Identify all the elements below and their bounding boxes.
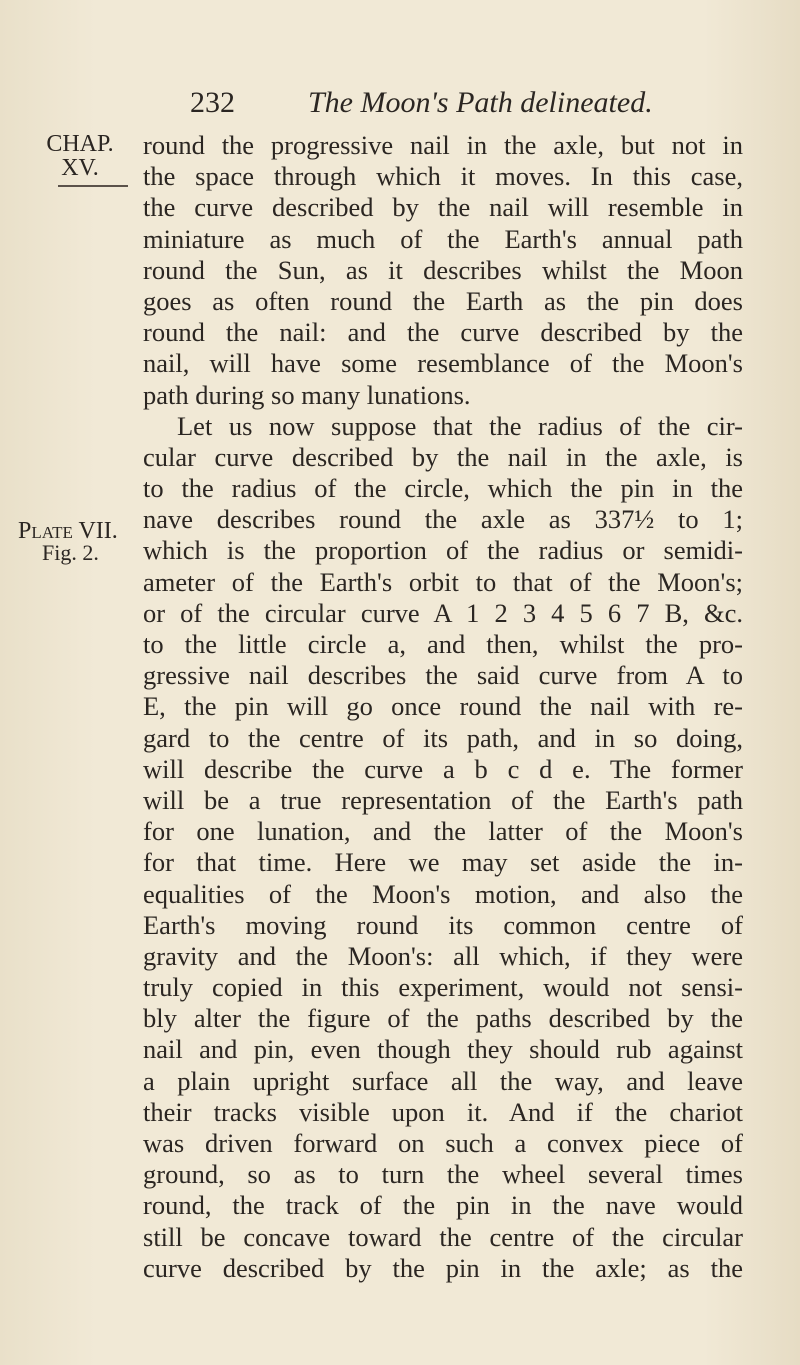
text-line: still be concave toward the centre of the circular	[143, 1221, 743, 1252]
text-line: E, the pin will go once round the nail with re-	[143, 691, 743, 722]
text-line: a plain upright surface all the way, and leave	[143, 1065, 743, 1096]
text-line: round the progressive nail in the axle, but not in	[143, 130, 743, 160]
text-line: the curve described by the nail will resemble in	[143, 192, 743, 223]
plate-reference: Plate VII.	[18, 518, 118, 544]
text-line: to the radius of the circle, which the pin in the	[143, 473, 743, 504]
text-line: or of the circular curve A 1 2 3 4 5 6 7 B, &c.	[143, 597, 743, 628]
chapter-label: CHAP.	[46, 131, 114, 157]
text-line: nail and pin, even though they should rub against	[143, 1034, 743, 1065]
text-line: equalities of the Moon's motion, and also the	[143, 878, 743, 909]
text-line: their tracks visible upon it. And if the chariot	[143, 1096, 743, 1127]
page-number: 232	[190, 86, 235, 119]
text-line: gard to the centre of its path, and in so doing,	[143, 722, 743, 753]
figure-reference: Fig. 2.	[42, 540, 99, 565]
text-line: miniature as much of the Earth's annual path	[143, 223, 743, 254]
text-line: Let us now suppose that the radius of the cir-	[177, 410, 743, 441]
text-line: round the nail: and the curve described by the	[143, 317, 743, 348]
text-line: round, the track of the pin in the nave would	[143, 1190, 743, 1221]
text-line: Earth's moving round its common centre of	[143, 909, 743, 940]
text-line: to the little circle a, and then, whilst the pro-	[143, 629, 743, 659]
text-line: nave describes round the axle as 337½ to 1;	[143, 504, 743, 535]
text-line: goes as often round the Earth as the pin does	[143, 285, 743, 316]
text-line: bly alter the figure of the paths described by the	[143, 1003, 743, 1034]
chapter-rule	[58, 185, 128, 187]
text-line: cular curve described by the nail in the axle, is	[143, 441, 743, 472]
text-line: which is the proportion of the radius or semidi-	[143, 535, 743, 566]
text-line: was driven forward on such a convex piece of	[143, 1128, 743, 1158]
text-line: gravity and the Moon's: all which, if they were	[143, 940, 743, 971]
text-line: round the Sun, as it describes whilst the Moon	[143, 254, 743, 285]
running-title: The Moon's Path delineated.	[308, 86, 653, 119]
text-line: will be a true representation of the Earth's path	[143, 784, 743, 815]
text-line: the space through which it moves. In this case,	[143, 161, 743, 192]
text-line: curve described by the pin in the axle; as the	[143, 1252, 743, 1283]
running-header	[190, 86, 710, 126]
text-line: gressive nail describes the said curve from A to	[143, 660, 743, 691]
chapter-marker	[40, 132, 120, 180]
text-line: truly copied in this experiment, would not sensi-	[143, 972, 743, 1003]
text-line: will describe the curve a b c d e. The former	[143, 753, 743, 784]
text-line: for one lunation, and the latter of the Moon's	[143, 816, 743, 847]
text-line: path during so many lunations.	[143, 379, 471, 410]
body-text	[143, 130, 743, 1284]
text-line: for that time. Here we may set aside the in-	[143, 847, 743, 878]
chapter-number: XV.	[61, 155, 99, 181]
text-line: nail, will have some resemblance of the Moon's	[143, 348, 743, 379]
text-line: ameter of the Earth's orbit to that of the Moon's;	[143, 566, 743, 597]
text-line: ground, so as to turn the wheel several times	[143, 1159, 743, 1190]
